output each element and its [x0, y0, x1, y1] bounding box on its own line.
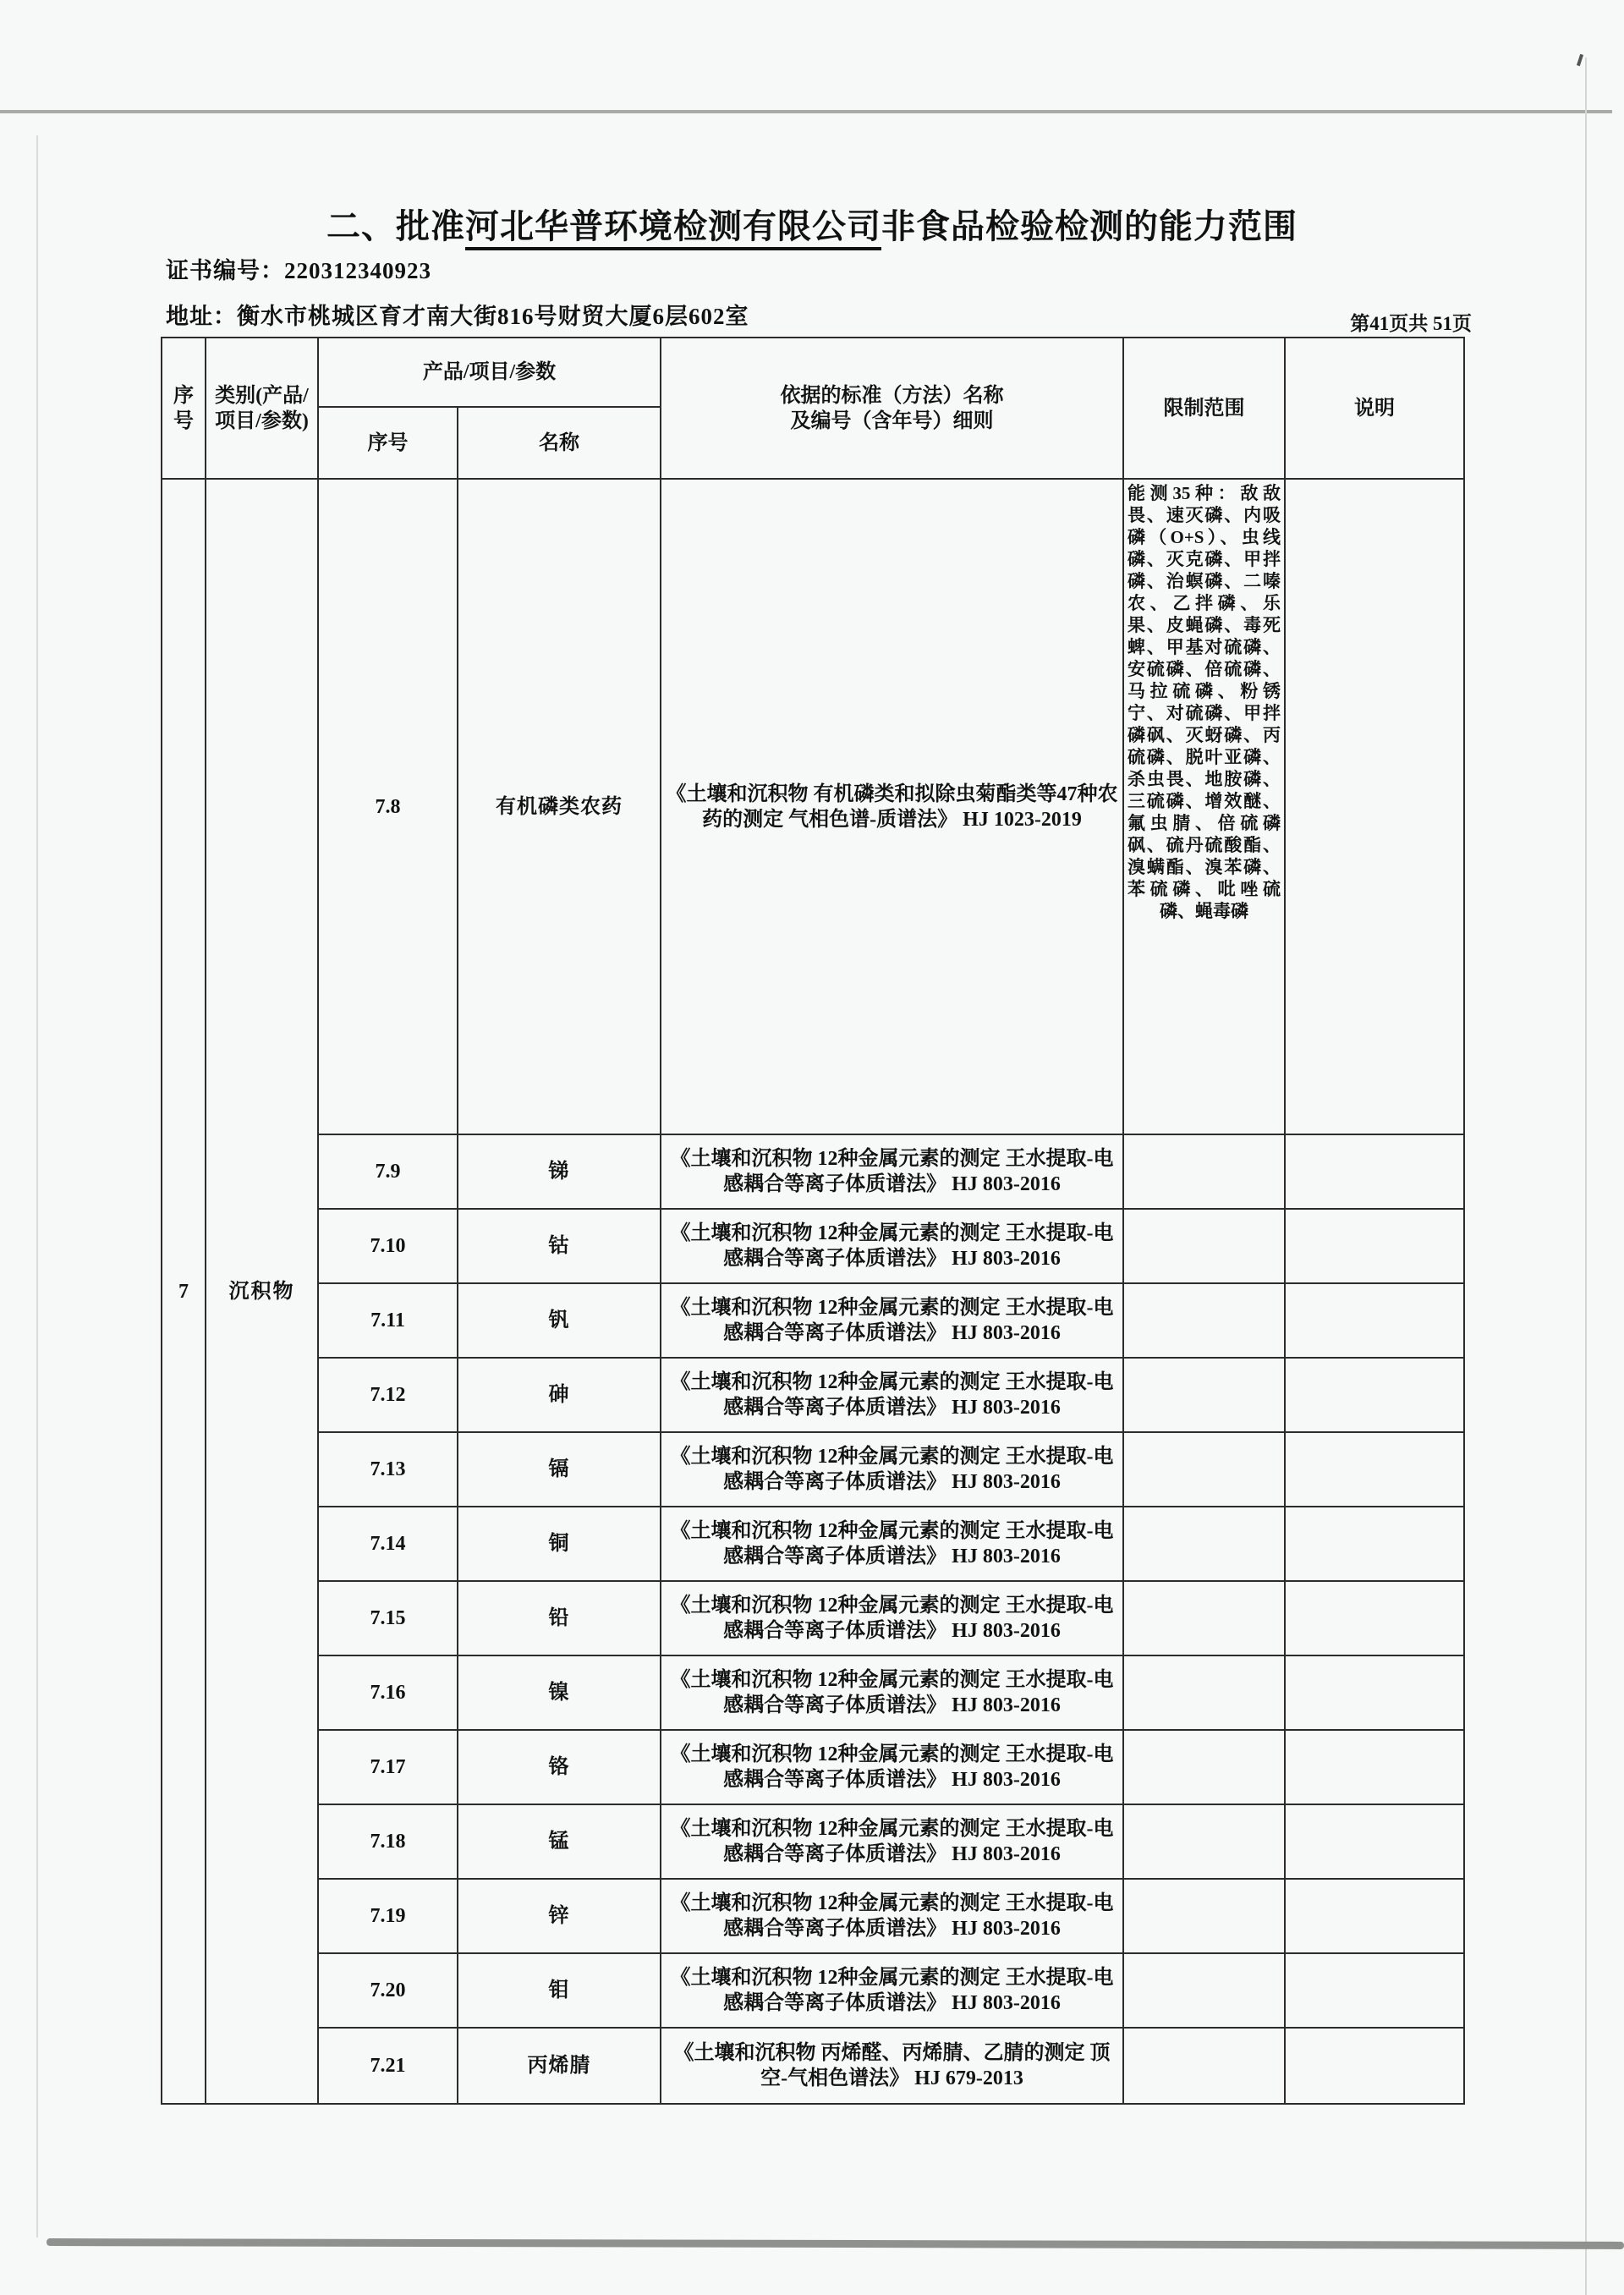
table-row — [162, 1879, 1464, 1953]
row-standard-cell: 《土壤和沉积物 12种金属元素的测定 王水提取-电感耦合等离子体质谱法》 HJ 803-2016 — [661, 1283, 1123, 1358]
row-standard-cell: 《土壤和沉积物 12种金属元素的测定 王水提取-电感耦合等离子体质谱法》 HJ 803-2016 — [661, 1209, 1123, 1283]
row-seq-cell: 7.14 — [318, 1507, 458, 1581]
row-scope-cell — [1123, 1953, 1285, 2028]
row-name-cell: 铅 — [458, 1581, 661, 1655]
header-sub-name: 名称 — [458, 407, 661, 479]
row-name-cell: 锌 — [458, 1879, 661, 1953]
row-note-cell — [1285, 1134, 1464, 1209]
table-row — [162, 2028, 1464, 2104]
table-row — [162, 1953, 1464, 2028]
title-suffix: 非食品检验检测的能力范围 — [881, 207, 1298, 245]
row-seq-cell: 7.16 — [318, 1655, 458, 1730]
row-scope-cell — [1123, 2028, 1285, 2104]
row-name-cell: 锑 — [458, 1134, 661, 1209]
row-scope-cell — [1123, 1432, 1285, 1507]
row-name-cell: 钒 — [458, 1283, 661, 1358]
row-scope-cell — [1123, 1134, 1285, 1209]
header-seq: 序号 — [162, 338, 206, 479]
table-row — [162, 1358, 1464, 1432]
row-note-cell — [1285, 1655, 1464, 1730]
row-name-cell: 有机磷类农药 — [458, 479, 661, 1134]
row-note-cell — [1285, 1209, 1464, 1283]
row-note-cell — [1285, 1358, 1464, 1432]
row-seq-cell: 7.11 — [318, 1283, 458, 1358]
certificate-number-line: 证书编号：220312340923 — [166, 258, 431, 283]
table-row — [162, 1655, 1464, 1730]
row-note-cell — [1285, 1730, 1464, 1804]
header-limit-scope: 限制范围 — [1123, 338, 1285, 479]
scan-mark-top-right — [1577, 54, 1583, 67]
row-standard-cell: 《土壤和沉积物 12种金属元素的测定 王水提取-电感耦合等离子体质谱法》 HJ 803-2016 — [661, 1507, 1123, 1581]
row-name-cell: 铬 — [458, 1730, 661, 1804]
header-category: 类别(产品/项目/参数) — [206, 338, 318, 479]
row-name-cell: 铜 — [458, 1507, 661, 1581]
table-row — [162, 1581, 1464, 1655]
row-standard-cell: 《土壤和沉积物 12种金属元素的测定 王水提取-电感耦合等离子体质谱法》 HJ 803-2016 — [661, 1953, 1123, 2028]
row-scope-cell — [1123, 1581, 1285, 1655]
header-product-group: 产品/项目/参数 — [318, 338, 661, 407]
table-row — [162, 1209, 1464, 1283]
row-scope-cell — [1123, 1879, 1285, 1953]
row-seq-cell: 7.12 — [318, 1358, 458, 1432]
row-standard-cell: 《土壤和沉积物 12种金属元素的测定 王水提取-电感耦合等离子体质谱法》 HJ 803-2016 — [661, 1432, 1123, 1507]
row-standard-cell: 《土壤和沉积物 12种金属元素的测定 王水提取-电感耦合等离子体质谱法》 HJ 803-2016 — [661, 1730, 1123, 1804]
row-name-cell: 钴 — [458, 1209, 661, 1283]
row-seq-cell: 7.18 — [318, 1804, 458, 1879]
row-scope-cell — [1123, 1358, 1285, 1432]
document-title — [0, 200, 1624, 248]
row-seq-cell: 7.10 — [318, 1209, 458, 1283]
row-name-cell: 锰 — [458, 1804, 661, 1879]
row-name-cell: 钼 — [458, 1953, 661, 2028]
row-standard-cell: 《土壤和沉积物 12种金属元素的测定 王水提取-电感耦合等离子体质谱法》 HJ 803-2016 — [661, 1879, 1123, 1953]
row-seq-cell: 7.13 — [318, 1432, 458, 1507]
row-seq-cell: 7.21 — [318, 2028, 458, 2104]
header-sub-seq: 序号 — [318, 407, 458, 479]
scan-edge-right-line — [1585, 58, 1587, 2295]
row-standard-cell: 《土壤和沉积物 12种金属元素的测定 王水提取-电感耦合等离子体质谱法》 HJ 803-2016 — [661, 1358, 1123, 1432]
row-note-cell — [1285, 1581, 1464, 1655]
header-standard — [661, 338, 1123, 479]
row-name-cell: 丙烯腈 — [458, 2028, 661, 2104]
row-standard-cell: 《土壤和沉积物 12种金属元素的测定 王水提取-电感耦合等离子体质谱法》 HJ 803-2016 — [661, 1804, 1123, 1879]
row-name-cell: 镉 — [458, 1432, 661, 1507]
capability-table — [161, 337, 1465, 2105]
table-row — [162, 1283, 1464, 1358]
row-name-cell: 砷 — [458, 1358, 661, 1432]
row-scope-text: 能测35种：敌敌畏、速灭磷、内吸磷（O+S）、虫线磷、灭克磷、甲拌磷、治螟磷、二嗪农、乙拌磷、乐果、皮蝇磷、毒死蜱、甲基对硫磷、安硫磷、倍硫磷、马拉硫磷、粉锈宁、对硫磷、甲拌磷砜、灭蚜磷、丙硫磷、脱叶亚磷、杀虫畏、地胺磷、三硫磷、增效醚、氟虫腈、倍硫磷砜、硫丹硫酸酯、溴螨酯、溴苯磷、苯硫磷、吡唑硫磷、蝇毒磷 — [1127, 482, 1281, 921]
scan-edge-top-line — [0, 110, 1612, 113]
header-standard-text: 依据的标准（方法）名称及编号（含年号）细则 — [780, 384, 1004, 432]
row-note-cell — [1285, 1879, 1464, 1953]
row-scope-cell — [1123, 1730, 1285, 1804]
row-seq-cell: 7.15 — [318, 1581, 458, 1655]
scan-edge-left-line — [36, 135, 38, 2237]
table-row — [162, 1730, 1464, 1804]
row-seq-cell: 7.20 — [318, 1953, 458, 2028]
row-seq-cell: 7.8 — [318, 479, 458, 1134]
row-scope-cell — [1123, 1804, 1285, 1879]
row-standard-cell: 《土壤和沉积物 12种金属元素的测定 王水提取-电感耦合等离子体质谱法》 HJ 803-2016 — [661, 1655, 1123, 1730]
address-line: 地址：衡水市桃城区育才南大街816号财贸大厦6层602室 — [166, 304, 749, 329]
row-note-cell — [1285, 1953, 1464, 2028]
row-scope-cell — [1123, 1655, 1285, 1730]
header-note: 说明 — [1285, 338, 1464, 479]
row-note-cell — [1285, 1283, 1464, 1358]
row-note-cell — [1285, 2028, 1464, 2104]
category-seq-cell: 7 — [162, 479, 206, 2104]
row-standard-cell: 《土壤和沉积物 丙烯醛、丙烯腈、乙腈的测定 顶空-气相色谱法》 HJ 679-2013 — [661, 2028, 1123, 2104]
row-note-cell — [1285, 479, 1464, 1134]
title-company-name: 河北华普环境检测有限公司 — [465, 207, 881, 250]
table-row — [162, 479, 1464, 1134]
row-scope-cell — [1123, 1507, 1285, 1581]
title-prefix: 二、批准 — [326, 207, 465, 245]
row-note-cell — [1285, 1507, 1464, 1581]
table-row — [162, 1507, 1464, 1581]
row-scope-cell — [1123, 479, 1285, 1134]
row-seq-cell: 7.17 — [318, 1730, 458, 1804]
row-standard-cell: 《土壤和沉积物 有机磷类和拟除虫菊酯类等47种农药的测定 气相色谱-质谱法》 HJ 1023-2019 — [661, 479, 1123, 1134]
row-scope-cell — [1123, 1283, 1285, 1358]
row-standard-cell: 《土壤和沉积物 12种金属元素的测定 王水提取-电感耦合等离子体质谱法》 HJ 803-2016 — [661, 1134, 1123, 1209]
row-standard-cell: 《土壤和沉积物 12种金属元素的测定 王水提取-电感耦合等离子体质谱法》 HJ 803-2016 — [661, 1581, 1123, 1655]
row-seq-cell: 7.9 — [318, 1134, 458, 1209]
page-indicator: 第41页共 51页 — [1350, 313, 1472, 334]
scan-edge-bottom-shadow — [47, 2238, 1624, 2249]
category-name-cell: 沉积物 — [206, 479, 318, 2104]
table-row — [162, 1134, 1464, 1209]
row-note-cell — [1285, 1804, 1464, 1879]
row-name-cell: 镍 — [458, 1655, 661, 1730]
row-scope-cell — [1123, 1209, 1285, 1283]
row-note-cell — [1285, 1432, 1464, 1507]
row-seq-cell: 7.19 — [318, 1879, 458, 1953]
table-row — [162, 1804, 1464, 1879]
table-row — [162, 1432, 1464, 1507]
